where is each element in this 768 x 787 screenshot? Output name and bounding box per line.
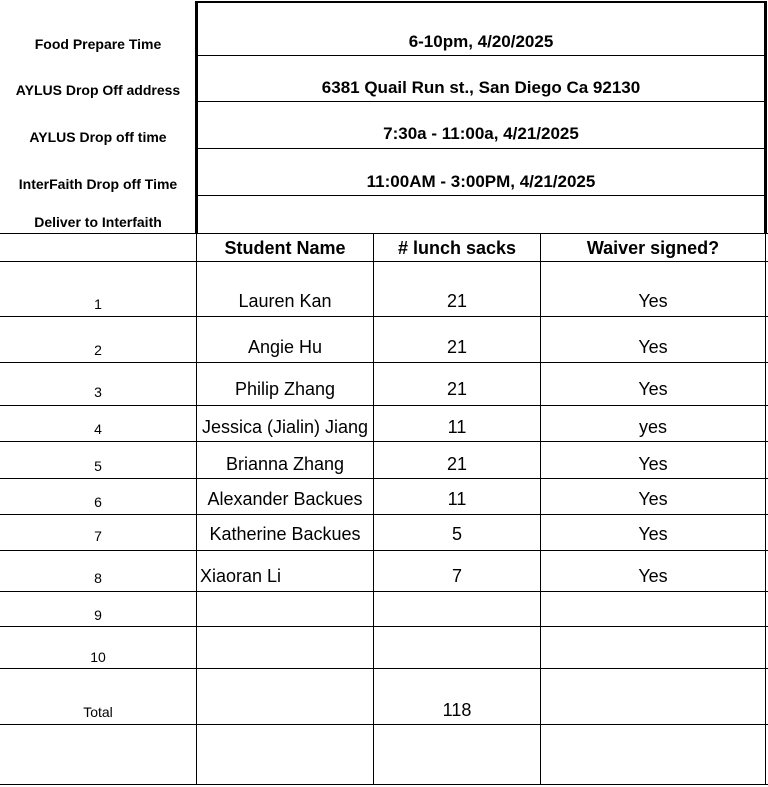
lunch-sacks: 21 — [446, 336, 468, 357]
lunch-sacks — [374, 642, 540, 666]
table-row-rule — [0, 441, 768, 442]
waiver-signed: yes — [638, 416, 667, 437]
table-row-rule — [0, 514, 768, 515]
table-row-rule — [0, 261, 768, 262]
info-label-interfaith-drop-off-time: InterFaith Drop off Time — [18, 176, 178, 192]
lunch-sacks — [374, 600, 540, 624]
table-row-rule — [0, 478, 768, 479]
student-name: Angie Hu — [247, 336, 323, 357]
info-label-food-prepare-time: Food Prepare Time — [34, 36, 162, 52]
lunch-sacks: 5 — [451, 523, 462, 544]
info-label-aylus-drop-off-time: AYLUS Drop off time — [29, 129, 167, 145]
lunch-sacks: 21 — [446, 453, 468, 474]
table-row-rule — [0, 362, 768, 363]
info-value-interfaith-drop-off-time: 11:00AM - 3:00PM, 4/21/2025 — [366, 172, 596, 191]
header-lunch-sacks: # lunch sacks — [397, 237, 517, 258]
table-row-rule — [0, 316, 768, 317]
row-number: 10 — [90, 649, 106, 665]
header-waiver-signed: Waiver signed? — [586, 237, 720, 258]
table-row-rule — [0, 550, 768, 551]
info-value-food-prepare-time: 6-10pm, 4/20/2025 — [408, 32, 554, 51]
student-name — [197, 600, 373, 624]
row-number: 2 — [94, 342, 102, 358]
student-name: Alexander Backues — [207, 488, 363, 509]
info-label-deliver-to-interfaith: Deliver to Interfaith — [34, 214, 162, 230]
row-number: 7 — [94, 528, 102, 544]
student-name: Xiaoran Li — [200, 566, 282, 586]
student-name: Katherine Backues — [209, 523, 361, 544]
waiver-signed: Yes — [638, 378, 668, 399]
lunch-sacks: 11 — [447, 416, 467, 437]
waiver-signed — [541, 642, 765, 666]
row-number: 3 — [94, 384, 102, 400]
info-right-border — [764, 1, 767, 234]
row-number: 9 — [94, 607, 102, 623]
table-row-rule — [0, 405, 768, 406]
total-label: Total — [83, 704, 113, 720]
info-value-aylus-drop-off-address: 6381 Quail Run st., San Diego Ca 92130 — [321, 78, 641, 97]
row-number: 4 — [94, 421, 102, 437]
waiver-signed: Yes — [638, 453, 668, 474]
row-number: 6 — [94, 494, 102, 510]
table-row-rule — [0, 724, 768, 725]
student-name: Brianna Zhang — [225, 453, 345, 474]
row-number: 5 — [94, 458, 102, 474]
info-value-aylus-drop-off-time: 7:30a - 11:00a, 4/21/2025 — [383, 124, 579, 143]
info-value-deliver-to-interfaith — [198, 208, 764, 234]
top-border — [196, 1, 766, 3]
student-name — [197, 642, 373, 666]
lunch-sacks: 21 — [446, 378, 468, 399]
info-rule — [196, 148, 766, 149]
waiver-signed: Yes — [638, 336, 668, 357]
table-bottom-rule — [0, 784, 768, 785]
waiver-signed: Yes — [638, 290, 668, 311]
lunch-sacks: 7 — [451, 565, 462, 586]
total-lunch-sacks: 118 — [442, 699, 472, 720]
waiver-signed: Yes — [638, 523, 668, 544]
student-name: Philip Zhang — [234, 378, 336, 399]
waiver-signed: Yes — [638, 565, 668, 586]
student-name: Jessica (Jialin) Jiang — [201, 416, 369, 437]
info-label-aylus-drop-off-address: AYLUS Drop Off address — [15, 82, 181, 98]
lunch-sacks: 11 — [447, 488, 467, 509]
table-row-rule — [0, 591, 768, 592]
waiver-signed — [541, 600, 765, 624]
header-student-name: Student Name — [224, 237, 346, 258]
row-number: 8 — [94, 570, 102, 586]
lunch-sacks: 21 — [446, 290, 468, 311]
waiver-signed: Yes — [638, 488, 668, 509]
student-name: Lauren Kan — [238, 290, 332, 311]
row-number: 1 — [94, 296, 102, 312]
